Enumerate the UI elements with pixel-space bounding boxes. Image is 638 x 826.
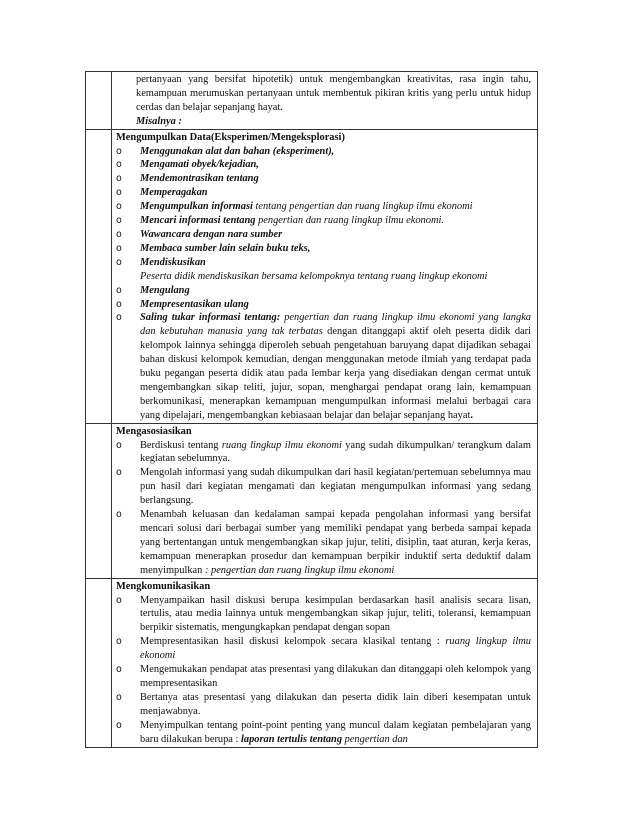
item-italic: : pengertian dan ruang lingkup ilmu ekonomi [204,564,395,576]
number-cell [86,129,112,423]
lesson-table [85,71,538,748]
item-lead: Memperagakan [140,187,208,199]
item-rest: pengertian dan ruang lingkup ilmu ekonomi. [255,215,444,227]
bullet-marker: o [116,664,122,676]
section-mengasosiasikan-row [86,423,538,578]
item-bold-italic: laporan tertulis tentang [240,733,343,745]
list-item [116,466,531,508]
list-item [116,256,531,270]
bullet-marker: o [116,187,122,199]
bullet-marker: o [116,691,122,703]
misalnya-label: Misalnya : [136,115,182,127]
bullet-marker: o [116,467,122,479]
item-lead: Mengumpulkan informasi [140,201,253,213]
item-text: Mengemukakan pendapat atas presentasi yang dilakukan dan ditanggapi oleh kelompok yang mempresentasikan [140,664,531,689]
bullet-marker: o [116,298,122,310]
item-text: Berdiskusi tentang [140,439,222,451]
content-cell [112,578,538,747]
list-item [116,594,531,636]
bullet-marker: o [116,594,122,606]
bullet-marker: o [116,636,122,648]
item-lead: Mendiskusikan [140,256,206,268]
bullet-marker: o [116,173,122,185]
section-title: Mengkomunikasikan [116,580,211,592]
list-item [116,439,531,467]
list-item [116,508,531,578]
list-item [116,158,531,172]
section-mengumpulkan-row [86,129,538,423]
list-item [116,311,531,422]
item-text: Bertanya atas presentasi yang dilakukan dan peserta didik lain diberi kesempatan untuk menjawabnya. [140,691,531,717]
bullet-marker: o [116,242,122,254]
item-lead: Membaca sumber lain selain buku teks, [140,242,311,254]
list-item [116,691,531,719]
bullet-marker: o [116,256,122,268]
bullet-marker: o [116,509,122,521]
item-text: yang sudah dikumpulkan/ terangkum dalam kegiatan sebelumnya. [140,439,531,465]
item-text: Menambah keluasan dan kedalaman sampai kepada pengolahan informasi yang bersifat mencari solusi dari berbagai sumber yang memiliki pendapat yang berbeda sampai kepada yang bertentangan untuk mengembangkan sikap jujur, teliti, disiplin, taat aturan, kerja keras, kemampuan menerapkan prosedur dan kemampuan berpikir induktif serta deduktif dalam menyimpulkan [140,509,531,576]
number-cell [86,72,112,130]
item-lead: Menggunakan alat dan bahan (eksperiment), [140,145,335,157]
diskusi-note: Peserta didik mendiskusikan bersama kelompoknya tentang ruang lingkup ekonomi [140,270,488,282]
bullet-marker: o [116,719,122,731]
intro-row [86,72,538,130]
bullet-marker: o [116,228,122,240]
item-lead: Mempresentasikan ulang [140,298,249,310]
list-item [116,172,531,186]
item-italic: pengertian dan [342,733,408,745]
bullet-marker: o [116,284,122,296]
item-lead: Mengamati obyek/kejadian, [140,159,259,171]
bullet-marker: o [116,439,122,451]
intro-text: pertanyaan yang bersifat hipotetik) untuk mengembangkan kreativitas, rasa ingin tahu, kemampuan merumuskan pertanyaan untuk membentuk pikiran kritis yang perlu untuk hidup cerdas dan belajar sepanjang hayat. [136,74,531,113]
item-lead: Mencari informasi tentang [140,215,256,227]
item-rest: dengan ditanggapi aktif oleh peserta didik dari kelompok lainnya sehingga diperoleh sebuah pengetahuan baruyang dapat dijadikan sebagai bahan diskusi kelompok kemudian, dengan menggunakan metode ilmiah yang terdapat pada buku pegangan peserta didik atau pada lembar kerja yang disediakan dengan cermat untuk mengembangkan sikap teliti, jujur, sopan, menghargai pendapat orang lain, kemampuan berkomunikasi, menerapkan kemampuan mengumpulkan informasi melalui berbagai cara yang dipelajari, mengembangkan kebiasaan belajar dan belajar sepanjang hayat [140,326,531,421]
list-item [116,284,531,298]
item-italic: pengertian dan ruang lingkup ilmu ekonomi yang langka dan kebutuhan manusia yang tak terbatas [140,312,532,338]
item-text: Menyampaikan hasil diskusi berupa kesimpulan berdasarkan hasil analisis secara lisan, tertulis, atau media lainnya untuk mengembangkan sikap jujur, teliti, toleransi, kemampuan berpikir sistematis, mengungkapkan pendapat dengan sopan [140,594,531,634]
section-mengkomunikasikan-row [86,578,538,747]
item-lead: Saling tukar informasi tentang: [140,312,281,324]
list-item [116,200,531,214]
list-item [116,242,531,256]
bullet-marker: o [116,312,122,324]
item-lead: Mendemontrasikan tentang [140,173,259,185]
content-cell [112,72,538,130]
list-item [116,214,531,228]
item-italic: ruang lingkup ilmu ekonomi [221,439,342,451]
item-text: Mempresentasikan hasil diskusi kelompok secara klasikal tentang : [140,636,446,648]
section-title: Mengasosiasikan [116,425,192,437]
bullet-marker: o [116,145,122,157]
bullet-marker: o [116,201,122,213]
item-italic: ruang lingkup ilmu ekonomi [140,636,531,662]
list-item [116,663,531,691]
item-text: Mengolah informasi yang sudah dikumpulkan dari hasil kegiatan/pertemuan sebelumnya mau pun hasil dari kegiatan mengamati dan kegiatan mengumpulkan informasi yang sedang berlangsung. [140,467,531,507]
list-item [116,145,531,159]
list-item [116,719,531,747]
list-item [116,635,531,663]
bullet-marker: o [116,215,122,227]
item-rest: tentang pengertian dan ruang lingkup ilmu ekonomi [252,201,473,213]
item-lead: Mengulang [140,284,190,296]
number-cell [86,423,112,578]
number-cell [86,578,112,747]
content-cell [112,129,538,423]
intro-paragraph [112,72,537,129]
content-cell [112,423,538,578]
section-title: Mengumpulkan Data(Eksperimen/Mengeksplorasi) [116,131,345,143]
item-end: . [470,409,473,421]
list-item [116,298,531,312]
list-item [116,228,531,242]
bullet-marker: o [116,159,122,171]
item-text: Menyimpulkan tentang point-point penting yang muncul dalam kegiatan pembelajaran yang baru dilakukan berupa : [140,719,531,745]
list-item [116,186,531,200]
item-lead: Wawancara dengan nara sumber [140,228,283,240]
